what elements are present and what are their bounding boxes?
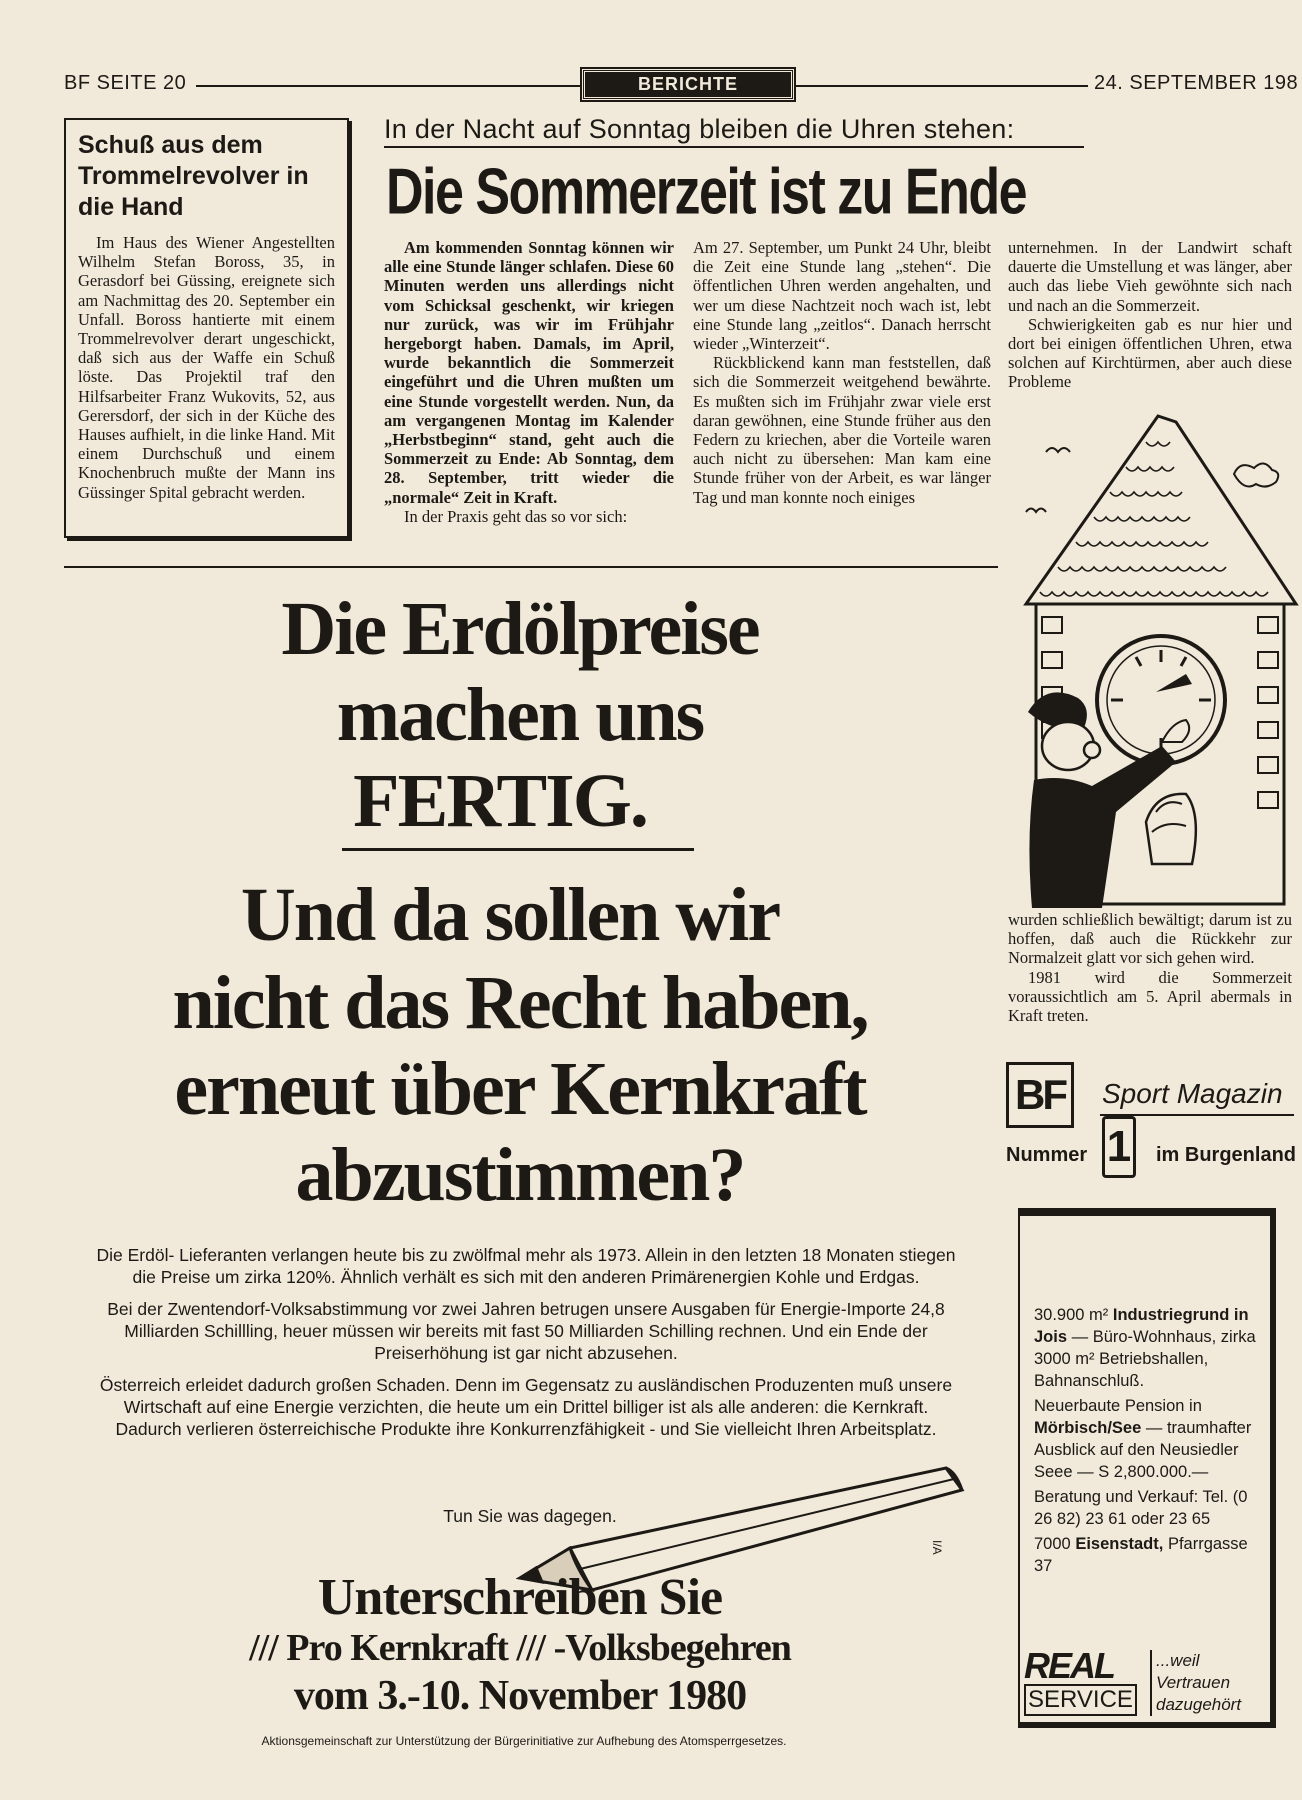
street: Pfarrgasse 37 xyxy=(1034,1535,1248,1575)
ad-headline-7: abzustimmen? xyxy=(295,1133,745,1217)
story-headline: Die Sommerzeit ist zu Ende xyxy=(386,156,1027,229)
title-line: Trommelrevolver in xyxy=(78,162,309,190)
contact-address xyxy=(1034,1533,1260,1577)
slogan-line: Vertrauen xyxy=(1156,1673,1231,1692)
story-column-3 xyxy=(1008,238,1292,392)
ad-headline-4: Und da sollen wir xyxy=(240,873,780,957)
listing-title: Mörbisch/See xyxy=(1034,1419,1142,1437)
bf-logo: BF xyxy=(1006,1062,1074,1128)
issue-date: 24. SEPTEMBER 198 xyxy=(1094,72,1299,94)
ad-cta-2: /// Pro Kernkraft /// -Volksbegehren xyxy=(249,1627,791,1669)
ad-tagline: Tun Sie was dagegen. xyxy=(443,1506,617,1526)
ad-headline-1: Die Erdölpreise xyxy=(281,587,759,671)
ad-underline xyxy=(342,848,694,851)
ad-code: I/A xyxy=(930,1540,944,1555)
news-brief-body: Im Haus des Wiener Angestellten Wilhelm Stefan Boross, 35, in Gerasdorf bei Güssing, ereignete sich am Nachmittag des 20. September ein Unfall. Boross hantierte mit einem Trommelrevolver derart ungeschickt, daß sich aus der Waffe ein Schuß löste. Das Projektil traf den Hilfsarbeiter Franz Wukovits, 52, aus Gerersdorf, der sich in der Küche des Hauses aufhielt, in die linke Hand. Mit einem Durchschuß und einem Knochenbruch mußte der Mann ins Güssinger Spital gebracht werden. xyxy=(78,233,335,502)
section-divider xyxy=(64,566,998,568)
real-service-logo xyxy=(1024,1645,1144,1716)
news-brief-title xyxy=(78,130,335,223)
story-column-3-continued xyxy=(1008,910,1292,1025)
story-lead: Am kommenden Sonntag können wir alle eine Stunde länger schlafen. Diese 60 Minuten werden uns allerdings nicht vom Schicksal geschenkt, wir kriegen nur zurück, was wir im Frühjahr hergeborgt haben. Damals, im April, wurde bekanntlich die Sommerzeit eingeführt und die Uhren mußten um eine Stunde vorgestellt werden. Nun, da am vergangenen Montag im Kalender „Herbstbeginn“ stand, geht auch die Sommerzeit zu Ende: Ab Sonntag, dem 28. September, tritt wieder die „normale“ Zeit in Kraft. xyxy=(384,238,674,507)
story-column-2 xyxy=(693,238,991,507)
header-rule-left xyxy=(196,85,580,87)
story-kicker: In der Nacht auf Sonntag bleiben die Uhren stehen: xyxy=(384,114,1015,144)
ad-paragraph: Die Erdöl- Lieferanten verlangen heute bis zu zwölfmal mehr als 1973. Allein in den letzten 18 Monaten stiegen die Preise um zirka 120%. Ähnlich verhält es sich mit den anderen Primärenergien Kohle und Erdgas. xyxy=(96,1245,956,1287)
title-line: Schuß aus dem xyxy=(78,131,263,159)
section-tag: BERICHTE xyxy=(582,69,794,100)
sport-magazin-title: Sport Magazin xyxy=(1102,1078,1283,1109)
listing-pension xyxy=(1034,1395,1260,1483)
story-paragraph: Schwierigkeiten gab es nur hier und dort bei einigen öffentlichen Uhren, etwa solchen auf Kirchtürmen, aber auch diese Probleme xyxy=(1008,314,1292,392)
ad-cta-3: vom 3.-10. November 1980 xyxy=(293,1673,747,1719)
ad-body xyxy=(96,1244,956,1450)
slogan-line: ...weil xyxy=(1156,1651,1200,1670)
story-paragraph: wurden schließlich bewältigt; darum ist zu hoffen, daß auch die Rückkehr zur Normalzeit glatt vor sich gehen wird. xyxy=(1008,910,1292,968)
ad-paragraph: Österreich erleidet dadurch großen Schaden. Denn im Gegensatz zu ausländischen Produzenten muß unsere Wirtschaft auf eine Energie verzichten, die heute um ein Drittel billiger ist als alle anderen: die Kernkraft. Dadurch verlieren österreichische Produkte ihre Konkurrenzfähigkeit - und Sie vielleicht Ihren Arbeitsplatz. xyxy=(99,1375,953,1439)
title-line: die Hand xyxy=(78,193,184,221)
story-paragraph: In der Praxis geht das so vor sich: xyxy=(404,506,628,526)
ad-cta-1: Unterschreiben Sie xyxy=(317,1569,723,1626)
listing-details: — Büro-Wohnhaus, zirka 3000 m² Betriebshallen, Bahnanschluß. xyxy=(1034,1328,1256,1390)
real-estate-listings xyxy=(1034,1304,1260,1580)
ad-headline-5: nicht das Recht haben, xyxy=(172,961,868,1045)
sport-region: im Burgenland xyxy=(1156,1144,1297,1166)
real-estate-ad xyxy=(1018,1208,1276,1728)
slogan-line: dazugehört xyxy=(1156,1695,1242,1714)
ad-headline-2: machen uns xyxy=(336,673,704,757)
story-paragraph: 1981 wird die Sommerzeit voraussichtlich am 5. April abermals in Kraft treten. xyxy=(1008,967,1292,1026)
sport-number: 1 xyxy=(1102,1116,1136,1178)
real-service-slogan xyxy=(1150,1650,1241,1716)
ad-headline-6: erneut über Kernkraft xyxy=(174,1047,866,1131)
contact-info: Beratung und Verkauf: Tel. (0 26 82) 23 61 oder 23 65 xyxy=(1034,1488,1248,1528)
listing-intro: Neuerbaute Pension in xyxy=(1034,1397,1202,1415)
real-estate-top-bar xyxy=(1020,1210,1272,1216)
sport-nummer-label: Nummer xyxy=(1006,1144,1088,1166)
story-paragraph: unternehmen. In der Landwirt schaft dauerte die Umstellung et was länger, aber auch das liebe Vieh gewöhnte sich nach und nach an die Sommerzeit. xyxy=(1008,238,1292,315)
news-brief-box xyxy=(64,118,349,538)
postal-code: 7000 xyxy=(1034,1535,1071,1553)
city: Eisenstadt, xyxy=(1075,1535,1164,1553)
listing-industrial xyxy=(1034,1304,1260,1392)
listing-title: Industriegrund in Jois xyxy=(1034,1306,1249,1346)
real-logo-bottom: SERVICE xyxy=(1024,1684,1137,1716)
ad-footer: Aktionsgemeinschaft zur Unterstützung der Bürgerinitiative zur Aufhebung des Atomsperrgesetzes. xyxy=(261,1734,787,1748)
header-rule-right xyxy=(796,85,1088,87)
real-logo-top: REAL xyxy=(1024,1645,1114,1686)
listing-area: 30.900 m² xyxy=(1034,1306,1109,1324)
story-column-1 xyxy=(384,238,674,526)
ad-headline-3: FERTIG. xyxy=(353,759,647,843)
kicker-underline xyxy=(384,146,1084,148)
ad-paragraph: Bei der Zwentendorf-Volksabstimmung vor zwei Jahren betrugen unsere Ausgaben für Energie-Importe 24,8 Milliarden Schillling, heuer müssen wir bereits mit fast 50 Milliarden Schilling rechnen. Und ein Ende der Preiserhöhung ist gar nicht abzusehen. xyxy=(107,1299,945,1363)
listing-details: — traumhafter Ausblick auf den Neusiedler Seee — S 2,800.000.— xyxy=(1034,1419,1252,1481)
story-paragraph: Rückblickend kann man feststellen, daß sich die Sommerzeit weitgehend bewährte. Es mußten sich im Frühjahr zwar viele erst daran gewöhnen, eine Stunde früher aus den Federn zu kriechen, aber die Vorteile waren auch nicht zu übersehen: Man kam eine Stunde früher von der Arbeit, es war länger Tag und man konnte noch einiges xyxy=(693,353,991,507)
story-paragraph: Am 27. September, um Punkt 24 Uhr, bleibt die Zeit eine Stunde lang „stehen“. Die öffentlichen Uhren werden angehalten, und wer um diese Nachtzeit noch wach ist, lebt eine Stunde lang „zeitlos“. Danach herrscht wieder „Winterzeit“. xyxy=(693,238,991,354)
clock-tower-illustration xyxy=(1006,412,1302,908)
page-number: BF SEITE 20 xyxy=(64,72,187,94)
